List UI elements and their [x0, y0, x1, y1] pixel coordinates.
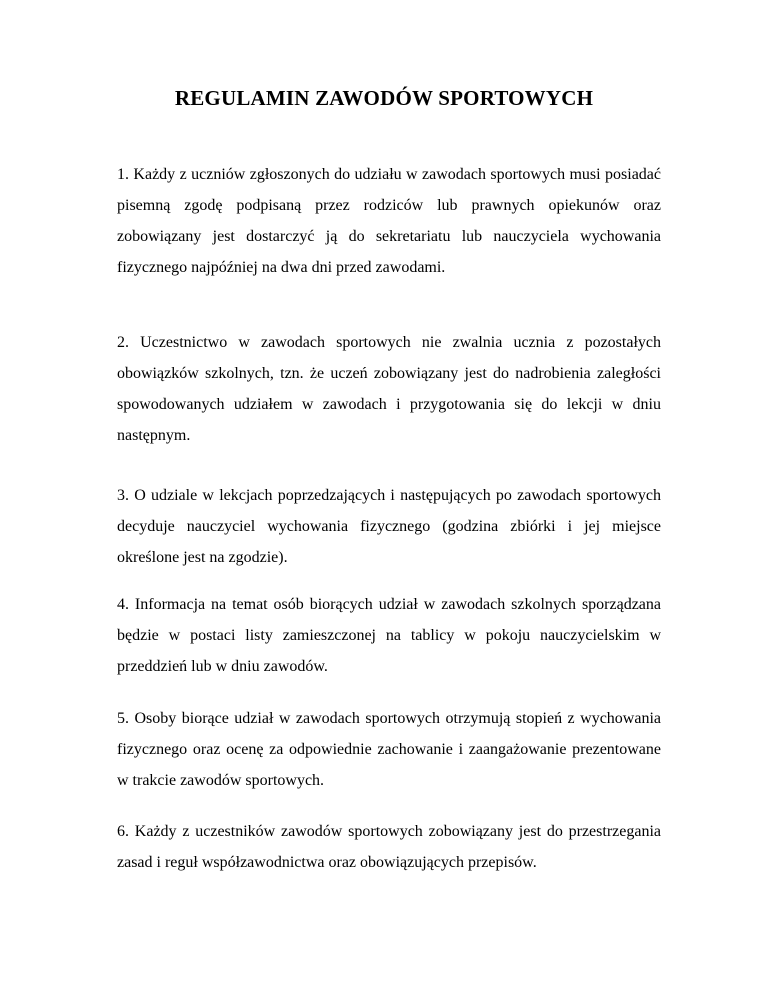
- paragraph-rule-4: 4. Informacja na temat osób biorących udział w zawodach szkolnych sporządzana będzie w postaci listy zamieszczonej na tablicy w pokoju nauczycielskim w przeddzień lub w dniu zawodów.: [117, 596, 661, 675]
- paragraph-rule-1: 1. Każdy z uczniów zgłoszonych do udziału w zawodach sportowych musi posiadać pisemną zgodę podpisaną przez rodziców lub prawnych opiekunów oraz zobowiązany jest dostarczyć ją do sekretariatu lub nauczyciela wychowania fizycznego najpóźniej na dwa dni przed zawodami.: [117, 166, 661, 276]
- paragraph-rule-5: 5. Osoby biorące udział w zawodach sportowych otrzymują stopień z wychowania fizycznego oraz ocenę za odpowiednie zachowanie i zaangażowanie prezentowane w trakcie zawodów sportowych.: [117, 710, 661, 789]
- paragraph-rule-6: 6. Każdy z uczestników zawodów sportowych zobowiązany jest do przestrzegania zasad i reguł współzawodnictwa oraz obowiązujących przepisów.: [117, 823, 661, 871]
- paragraph-rule-3: 3. O udziale w lekcjach poprzedzających i następujących po zawodach sportowych decyduje nauczyciel wychowania fizycznego (godzina zbiórki i jej miejsce określone jest na zgodzie).: [117, 487, 661, 566]
- paragraph-rule-2: 2. Uczestnictwo w zawodach sportowych nie zwalnia ucznia z pozostałych obowiązków szkolnych, tzn. że uczeń zobowiązany jest do nadrobienia zaległości spowodowanych udziałem w zawodach i przygotowania się do lekcji w dniu następnym.: [117, 334, 661, 444]
- document-title: REGULAMIN ZAWODÓW SPORTOWYCH: [174, 86, 594, 110]
